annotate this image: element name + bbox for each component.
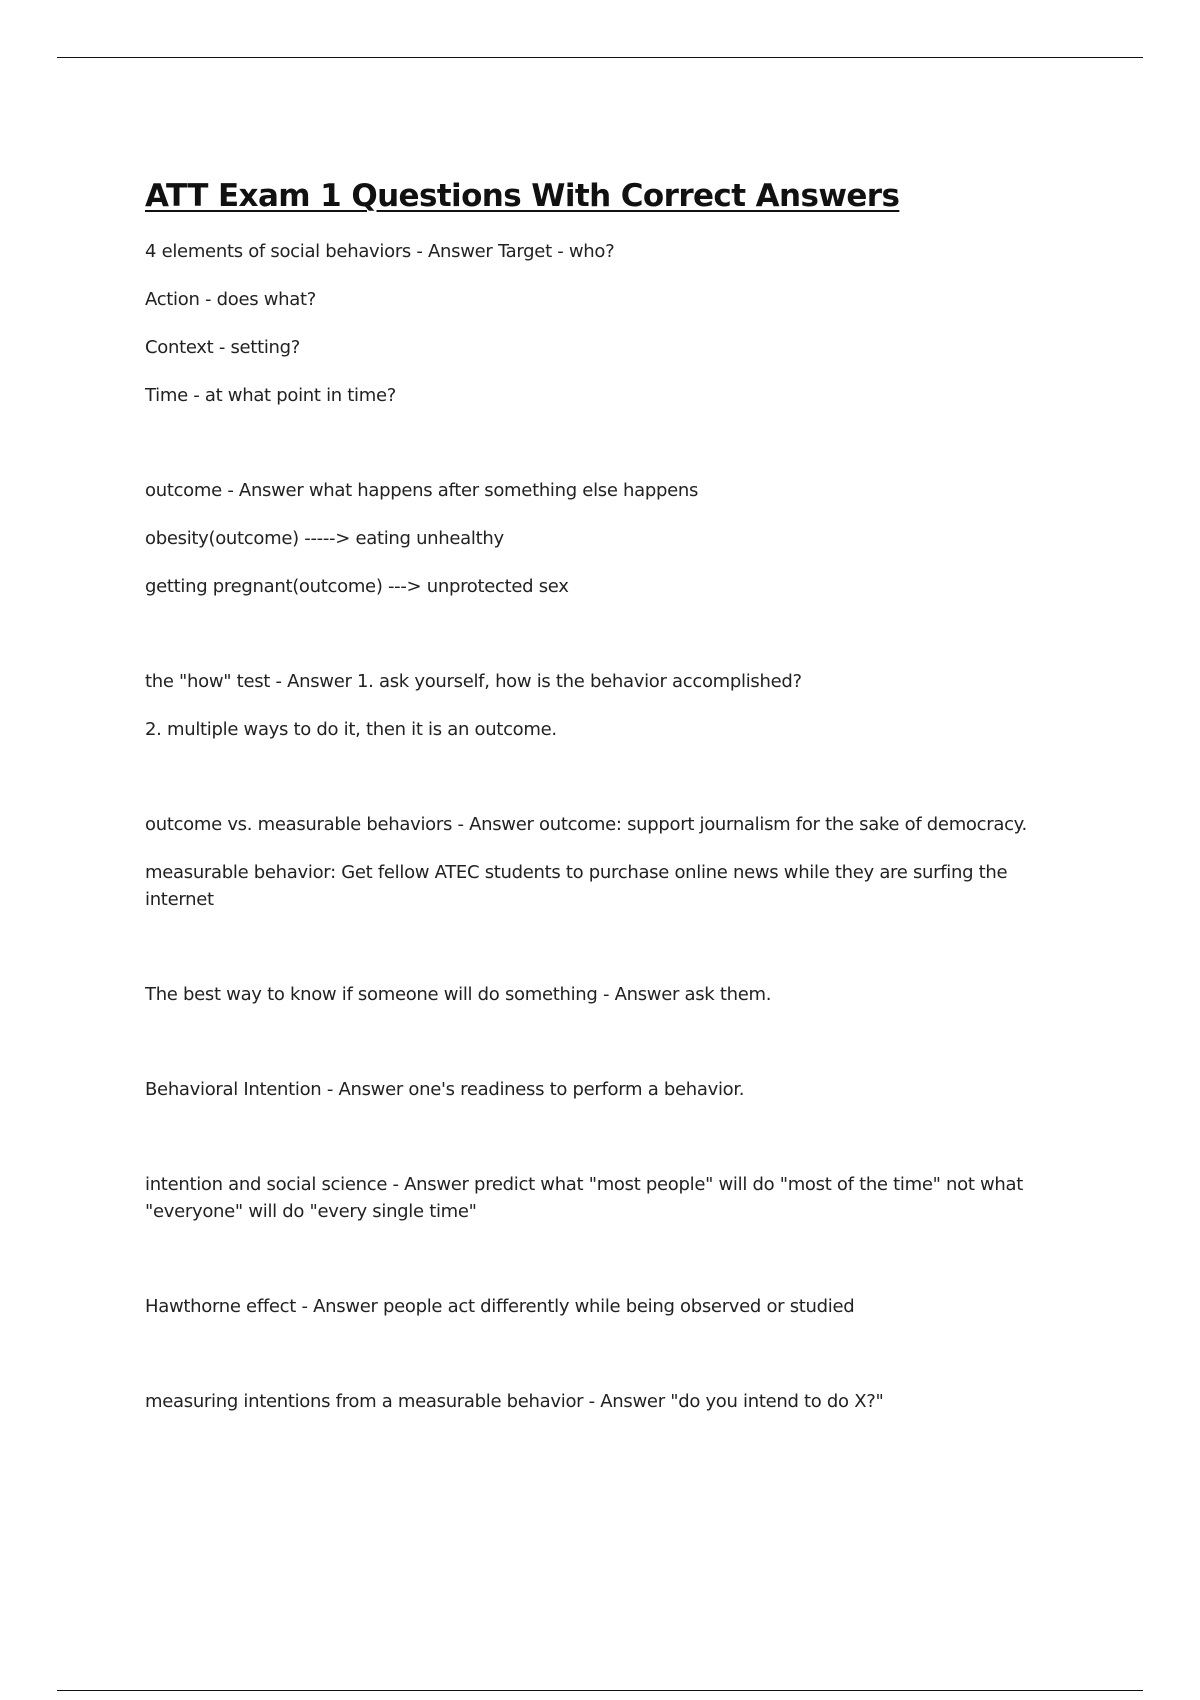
qa-entry [145,811,1075,913]
qa-line: outcome - Answer what happens after something else happens [145,480,699,502]
footer-rule [57,1690,1143,1691]
qa-line: the "how" test - Answer 1. ask yourself, how is the behavior accomplished? [145,671,802,693]
qa-line: Behavioral Intention - Answer one's readiness to perform a behavior. [145,1079,745,1101]
qa-line: obesity(outcome) -----> eating unhealthy [145,528,504,550]
qa-entry [145,238,1075,409]
qa-entry [145,1171,1075,1225]
header-rule [57,57,1143,58]
qa-line: Context - setting? [145,337,301,359]
qa-line: getting pregnant(outcome) ---> unprotected sex [145,576,569,598]
qa-line: Action - does what? [145,289,316,311]
qa-line: measurable behavior: Get fellow ATEC students to purchase online news while they are surfing the internet [145,862,1008,911]
qa-line: The best way to know if someone will do something - Answer ask them. [145,984,772,1006]
document-body [145,176,1075,1436]
qa-line: 4 elements of social behaviors - Answer Target - who? [145,241,615,263]
qa-entry [145,981,1075,1008]
document-title: ATT Exam 1 Questions With Correct Answers [145,178,900,214]
qa-entry [145,1388,1075,1415]
qa-line: outcome vs. measurable behaviors - Answer outcome: support journalism for the sake of democracy. [145,814,1027,836]
qa-entry [145,477,1075,600]
qa-line: Hawthorne effect - Answer people act differently while being observed or studied [145,1296,855,1318]
qa-line: measuring intentions from a measurable behavior - Answer "do you intend to do X?" [145,1391,884,1413]
qa-line: 2. multiple ways to do it, then it is an outcome. [145,719,557,741]
qa-entry [145,1076,1075,1103]
qa-entry [145,1293,1075,1320]
qa-line: intention and social science - Answer predict what "most people" will do "most of the time" not what "everyone" will do "every single time" [145,1174,1024,1223]
qa-entry [145,668,1075,743]
qa-line: Time - at what point in time? [145,385,397,407]
